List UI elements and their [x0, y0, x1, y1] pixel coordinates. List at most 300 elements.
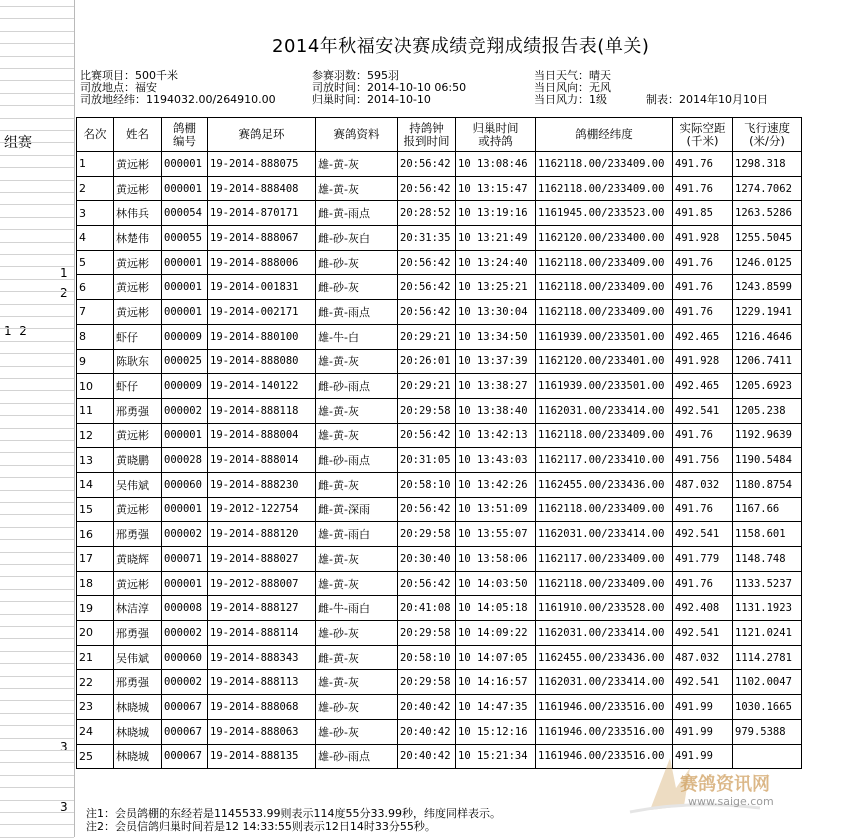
- table-cell: 10 13:43:03: [456, 448, 536, 473]
- table-cell: 雄-黄-灰: [316, 152, 398, 177]
- table-cell: 491.76: [673, 423, 733, 448]
- gutter-gridline: [0, 180, 74, 181]
- gutter-gridline: [0, 105, 74, 106]
- gutter-gridline: [0, 564, 74, 565]
- table-cell: 10 13:25:21: [456, 275, 536, 300]
- group-number: 1: [60, 266, 68, 280]
- table-cell: 1030.1665: [733, 695, 802, 720]
- table-cell: 虾仔: [114, 324, 162, 349]
- table-cell: 10 13:15:47: [456, 176, 536, 201]
- group-number: 3: [60, 740, 68, 754]
- table-cell: 邢勇强: [114, 522, 162, 547]
- table-cell: 黄远彬: [114, 423, 162, 448]
- table-cell: 000009: [162, 374, 208, 399]
- table-cell: 1162455.00/233436.00: [536, 645, 673, 670]
- table-cell: 10 13:42:26: [456, 472, 536, 497]
- table-cell: 1114.2781: [733, 645, 802, 670]
- table-cell: 000060: [162, 472, 208, 497]
- gutter-gridline: [0, 589, 74, 590]
- gutter-gridline: [0, 787, 74, 788]
- table-cell: 黄远彬: [114, 176, 162, 201]
- table-cell: 1: [77, 152, 114, 177]
- table-cell: 雌-砂-雨点: [316, 374, 398, 399]
- table-cell: 492.408: [673, 596, 733, 621]
- table-cell: 1206.7411: [733, 349, 802, 374]
- table-cell: 1161945.00/233523.00: [536, 201, 673, 226]
- table-cell: 邢勇强: [114, 621, 162, 646]
- table-cell: 492.541: [673, 670, 733, 695]
- table-cell: 1161946.00/233516.00: [536, 695, 673, 720]
- table-cell: 16: [77, 522, 114, 547]
- table-cell: 吴伟斌: [114, 645, 162, 670]
- gutter-gridline: [0, 477, 74, 478]
- table-cell: 3: [77, 201, 114, 226]
- table-cell: 491.85: [673, 201, 733, 226]
- table-cell: 1162118.00/233409.00: [536, 152, 673, 177]
- table-cell: 19-2014-140122: [208, 374, 316, 399]
- table-cell: 7: [77, 300, 114, 325]
- table-cell: 000009: [162, 324, 208, 349]
- table-cell: 000001: [162, 275, 208, 300]
- table-cell: 19-2014-888343: [208, 645, 316, 670]
- table-cell: 491.76: [673, 571, 733, 596]
- table-cell: 1162455.00/233436.00: [536, 472, 673, 497]
- gutter-gridline: [0, 304, 74, 305]
- table-cell: 1190.5484: [733, 448, 802, 473]
- table-cell: 1161946.00/233516.00: [536, 719, 673, 744]
- table-cell: 虾仔: [114, 374, 162, 399]
- table-cell: 000001: [162, 300, 208, 325]
- gutter-gridline: [0, 688, 74, 689]
- table-cell: 000067: [162, 695, 208, 720]
- table-cell: 林洁淳: [114, 596, 162, 621]
- table-cell: 10 13:37:39: [456, 349, 536, 374]
- table-cell: 黄晓鹏: [114, 448, 162, 473]
- gutter-gridline: [0, 366, 74, 367]
- table-cell: 19-2014-888127: [208, 596, 316, 621]
- table-cell: 雄-黄-灰: [316, 398, 398, 423]
- table-row: [77, 596, 802, 621]
- gutter-gridline: [0, 601, 74, 602]
- gutter-gridline: [0, 750, 74, 751]
- column-header: 鸽棚 编号: [162, 118, 208, 152]
- table-cell: 黄远彬: [114, 250, 162, 275]
- gutter-gridline: [0, 192, 74, 193]
- gutter-gridline: [0, 638, 74, 639]
- table-cell: 雌-砂-雨点: [316, 448, 398, 473]
- table-cell: 492.541: [673, 398, 733, 423]
- table-cell: 陈耿东: [114, 349, 162, 374]
- table-cell: 10 13:19:16: [456, 201, 536, 226]
- table-cell: 雌-黄-灰: [316, 645, 398, 670]
- gutter-gridline: [0, 378, 74, 379]
- gutter-gridline: [0, 725, 74, 726]
- table-cell: 1162118.00/233409.00: [536, 423, 673, 448]
- gutter-gridline: [0, 217, 74, 218]
- table-cell: 1243.8599: [733, 275, 802, 300]
- table-cell: 1161939.00/233501.00: [536, 374, 673, 399]
- table-cell: 黄远彬: [114, 497, 162, 522]
- table-cell: 19-2014-888068: [208, 695, 316, 720]
- table-row: [77, 621, 802, 646]
- table-cell: 雌-黄-雨点: [316, 300, 398, 325]
- table-cell: 黄远彬: [114, 300, 162, 325]
- results-table: [76, 117, 802, 769]
- gutter-gridline: [0, 452, 74, 453]
- table-cell: 19-2014-888114: [208, 621, 316, 646]
- column-header: 鸽棚经纬度: [536, 118, 673, 152]
- gutter-gridline: [0, 440, 74, 441]
- table-cell: 19-2014-888080: [208, 349, 316, 374]
- table-cell: 黄晓辉: [114, 547, 162, 572]
- column-header: 名次: [77, 118, 114, 152]
- table-cell: 1162118.00/233409.00: [536, 250, 673, 275]
- column-header: 飞行速度 (米/分): [733, 118, 802, 152]
- release-time: 司放时间：2014-10-10 06:50: [312, 81, 467, 94]
- table-cell: 1162118.00/233409.00: [536, 571, 673, 596]
- table-cell: 林晓城: [114, 695, 162, 720]
- gutter-gridline: [0, 812, 74, 813]
- gutter-gridline: [0, 291, 74, 292]
- gutter-gridline: [0, 663, 74, 664]
- group-label: 组赛: [4, 135, 32, 151]
- table-cell: 20:58:10: [398, 645, 456, 670]
- table-cell: 487.032: [673, 645, 733, 670]
- table-cell: 雄-黄-雨白: [316, 522, 398, 547]
- table-cell: 000001: [162, 176, 208, 201]
- table-cell: 10 14:47:35: [456, 695, 536, 720]
- table-cell: 000008: [162, 596, 208, 621]
- table-cell: 10 13:34:50: [456, 324, 536, 349]
- gutter-gridline: [0, 614, 74, 615]
- gutter-gridline: [0, 266, 74, 267]
- table-cell: 19-2014-888004: [208, 423, 316, 448]
- table-cell: 1274.7062: [733, 176, 802, 201]
- table-cell: 1161910.00/233528.00: [536, 596, 673, 621]
- gutter-gridline: [0, 514, 74, 515]
- table-row: [77, 275, 802, 300]
- weather: 当日天气：晴天: [534, 69, 611, 82]
- gutter-gridline: [0, 527, 74, 528]
- table-cell: 20:56:42: [398, 176, 456, 201]
- table-cell: 491.99: [673, 695, 733, 720]
- table-cell: 雌-砂-灰: [316, 275, 398, 300]
- table-cell: 000067: [162, 719, 208, 744]
- table-cell: 林晓城: [114, 744, 162, 769]
- table-cell: 黄远彬: [114, 152, 162, 177]
- table-cell: 1162118.00/233409.00: [536, 300, 673, 325]
- release-coordinates: 司放地经纬：1194032.00/264910.00: [80, 93, 276, 106]
- table-cell: 492.465: [673, 324, 733, 349]
- table-cell: 1205.238: [733, 398, 802, 423]
- table-cell: 1162118.00/233409.00: [536, 497, 673, 522]
- table-cell: 1131.1923: [733, 596, 802, 621]
- table-row: [77, 349, 802, 374]
- table-cell: 10 13:08:46: [456, 152, 536, 177]
- table-cell: 000001: [162, 423, 208, 448]
- table-row: [77, 695, 802, 720]
- table-cell: 19-2014-888027: [208, 547, 316, 572]
- table-cell: 20:56:42: [398, 571, 456, 596]
- gutter-gridline: [0, 43, 74, 44]
- table-cell: 21: [77, 645, 114, 670]
- table-cell: 19-2014-888006: [208, 250, 316, 275]
- table-cell: 林晓城: [114, 719, 162, 744]
- footnotes: [86, 807, 501, 833]
- table-row: [77, 670, 802, 695]
- wind-force: 当日风力：1级: [534, 93, 607, 106]
- table-cell: 1161946.00/233516.00: [536, 744, 673, 769]
- return-time: 归巢时间：2014-10-10: [312, 93, 431, 106]
- column-header: 赛鸽足环: [208, 118, 316, 152]
- gutter-gridline: [0, 762, 74, 763]
- table-cell: 1162118.00/233409.00: [536, 176, 673, 201]
- table-cell: 19-2014-888408: [208, 176, 316, 201]
- table-cell: 5: [77, 250, 114, 275]
- table-cell: 20:40:42: [398, 744, 456, 769]
- table-cell: 491.76: [673, 300, 733, 325]
- row-gutter: [0, 0, 75, 837]
- gutter-gridline: [0, 68, 74, 69]
- table-cell: 12: [77, 423, 114, 448]
- gutter-gridline: [0, 279, 74, 280]
- table-cell: 000002: [162, 522, 208, 547]
- table-cell: 1229.1941: [733, 300, 802, 325]
- table-cell: 000067: [162, 744, 208, 769]
- table-cell: 000071: [162, 547, 208, 572]
- table-cell: 19-2014-001831: [208, 275, 316, 300]
- table-cell: 雄-黄-灰: [316, 670, 398, 695]
- table-cell: 000001: [162, 250, 208, 275]
- table-cell: 23: [77, 695, 114, 720]
- table-cell: 491.99: [673, 744, 733, 769]
- gutter-gridline: [0, 341, 74, 342]
- table-cell: 20:56:42: [398, 152, 456, 177]
- gutter-gridline: [0, 824, 74, 825]
- table-cell: 雄-黄-灰: [316, 349, 398, 374]
- table-cell: 10 13:58:06: [456, 547, 536, 572]
- gutter-gridline: [0, 626, 74, 627]
- table-row: [77, 448, 802, 473]
- table-row: [77, 176, 802, 201]
- table-cell: 19-2014-870171: [208, 201, 316, 226]
- table-cell: 19-2014-888067: [208, 226, 316, 251]
- table-cell: 20:40:42: [398, 695, 456, 720]
- table-cell: 10 13:51:09: [456, 497, 536, 522]
- gutter-gridline: [0, 56, 74, 57]
- wind-direction: 当日风向：无风: [534, 81, 611, 94]
- table-cell: 雄-黄-灰: [316, 571, 398, 596]
- table-cell: 000054: [162, 201, 208, 226]
- table-cell: 10 13:42:13: [456, 423, 536, 448]
- table-cell: 491.76: [673, 275, 733, 300]
- table-cell: 邢勇强: [114, 670, 162, 695]
- table-cell: 雌-黄-灰: [316, 472, 398, 497]
- table-row: [77, 423, 802, 448]
- gutter-gridline: [0, 142, 74, 143]
- group-number: 3: [60, 800, 68, 814]
- gutter-gridline: [0, 713, 74, 714]
- gutter-gridline: [0, 700, 74, 701]
- group-number: 2: [60, 286, 68, 300]
- release-location: 司放地点：福安: [80, 81, 157, 94]
- table-cell: 20:41:08: [398, 596, 456, 621]
- table-cell: 10: [77, 374, 114, 399]
- table-cell: 19-2014-880100: [208, 324, 316, 349]
- table-cell: 19-2014-888113: [208, 670, 316, 695]
- table-cell: 20:31:05: [398, 448, 456, 473]
- table-cell: 20:29:58: [398, 398, 456, 423]
- table-cell: 20:29:21: [398, 324, 456, 349]
- gutter-gridline: [0, 80, 74, 81]
- table-cell: 1298.318: [733, 152, 802, 177]
- table-cell: 1162031.00/233414.00: [536, 621, 673, 646]
- gutter-gridline: [0, 130, 74, 131]
- table-cell: 000055: [162, 226, 208, 251]
- table-row: [77, 571, 802, 596]
- table-cell: 1121.0241: [733, 621, 802, 646]
- watermark-url: www.saige.com: [688, 795, 774, 808]
- table-cell: 20:26:01: [398, 349, 456, 374]
- table-row: [77, 719, 802, 744]
- table-cell: 491.928: [673, 349, 733, 374]
- gutter-gridline: [0, 167, 74, 168]
- race-info-column-3: [534, 70, 611, 106]
- table-cell: 22: [77, 670, 114, 695]
- table-cell: 1192.9639: [733, 423, 802, 448]
- gutter-gridline: [0, 738, 74, 739]
- column-header: 姓名: [114, 118, 162, 152]
- table-cell: 6: [77, 275, 114, 300]
- table-row: [77, 300, 802, 325]
- table-cell: 19-2014-888014: [208, 448, 316, 473]
- entry-count: 参赛羽数：595羽: [312, 69, 399, 82]
- table-cell: 1246.0125: [733, 250, 802, 275]
- table-cell: 1162120.00/233401.00: [536, 349, 673, 374]
- table-cell: 19-2014-888075: [208, 152, 316, 177]
- gutter-gridline: [0, 353, 74, 354]
- gutter-gridline: [0, 490, 74, 491]
- table-cell: 000002: [162, 398, 208, 423]
- table-cell: 11: [77, 398, 114, 423]
- table-cell: 雄-黄-灰: [316, 176, 398, 201]
- table-cell: 491.76: [673, 497, 733, 522]
- table-cell: 黄远彬: [114, 275, 162, 300]
- table-cell: 1162031.00/233414.00: [536, 670, 673, 695]
- gutter-gridline: [0, 328, 74, 329]
- gutter-gridline: [0, 403, 74, 404]
- table-row: [77, 497, 802, 522]
- table-cell: 491.76: [673, 250, 733, 275]
- table-cell: 10 14:07:05: [456, 645, 536, 670]
- table-cell: 雌-牛-雨白: [316, 596, 398, 621]
- table-cell: 1162117.00/233409.00: [536, 547, 673, 572]
- gutter-gridline: [0, 775, 74, 776]
- table-row: [77, 472, 802, 497]
- gutter-gridline: [0, 428, 74, 429]
- table-cell: 1162031.00/233414.00: [536, 522, 673, 547]
- gutter-gridline: [0, 552, 74, 553]
- table-cell: 20:29:21: [398, 374, 456, 399]
- table-cell: 491.928: [673, 226, 733, 251]
- table-cell: 雄-黄-灰: [316, 547, 398, 572]
- table-row: [77, 226, 802, 251]
- table-cell: 20:56:42: [398, 300, 456, 325]
- table-cell: 000001: [162, 497, 208, 522]
- gutter-gridline: [0, 316, 74, 317]
- table-header-row: [77, 118, 802, 152]
- watermark-text: 赛鸽资讯网: [680, 774, 770, 795]
- table-cell: 雄-砂-雨点: [316, 744, 398, 769]
- table-cell: 20:58:10: [398, 472, 456, 497]
- table-cell: 1102.0047: [733, 670, 802, 695]
- gutter-gridline: [0, 465, 74, 466]
- table-cell: 10 14:09:22: [456, 621, 536, 646]
- gutter-gridline: [0, 93, 74, 94]
- group-number: 1 2: [4, 324, 27, 338]
- table-cell: 1216.4646: [733, 324, 802, 349]
- table-cell: 1205.6923: [733, 374, 802, 399]
- table-cell: 1162120.00/233400.00: [536, 226, 673, 251]
- table-cell: 979.5388: [733, 719, 802, 744]
- table-cell: 000060: [162, 645, 208, 670]
- race-item: 比赛项目：500千米: [80, 69, 178, 82]
- table-cell: 雄-砂-灰: [316, 719, 398, 744]
- table-cell: 20:31:35: [398, 226, 456, 251]
- table-cell: 雌-砂-灰白: [316, 226, 398, 251]
- table-cell: 14: [77, 472, 114, 497]
- table-cell: 19-2014-002171: [208, 300, 316, 325]
- table-cell: 19-2014-888135: [208, 744, 316, 769]
- table-cell: 10 13:21:49: [456, 226, 536, 251]
- table-cell: 雄-黄-灰: [316, 423, 398, 448]
- column-header: 实际空距 (千米): [673, 118, 733, 152]
- table-cell: 000025: [162, 349, 208, 374]
- table-cell: 491.76: [673, 176, 733, 201]
- table-cell: 20:56:42: [398, 497, 456, 522]
- table-cell: 10 14:16:57: [456, 670, 536, 695]
- gutter-gridline: [0, 204, 74, 205]
- table-row: [77, 547, 802, 572]
- table-row: [77, 374, 802, 399]
- table-cell: 1167.66: [733, 497, 802, 522]
- table-cell: 19-2014-888063: [208, 719, 316, 744]
- gutter-gridline: [0, 539, 74, 540]
- footnote: 注1：会员鸽棚的东经若是1145533.99则表示114度55分33.99秒，纬度同样表示。: [86, 807, 501, 820]
- table-cell: 492.541: [673, 522, 733, 547]
- table-row: [77, 645, 802, 670]
- table-cell: 雌-砂-灰: [316, 250, 398, 275]
- table-row: [77, 522, 802, 547]
- gutter-gridline: [0, 155, 74, 156]
- table-cell: 10 13:30:04: [456, 300, 536, 325]
- table-row: [77, 324, 802, 349]
- table-cell: 10 13:55:07: [456, 522, 536, 547]
- table-cell: 2: [77, 176, 114, 201]
- table-cell: 8: [77, 324, 114, 349]
- table-cell: 19-2012-122754: [208, 497, 316, 522]
- table-cell: 20:28:52: [398, 201, 456, 226]
- table-cell: 19: [77, 596, 114, 621]
- table-cell: 1158.601: [733, 522, 802, 547]
- table-cell: 491.99: [673, 719, 733, 744]
- table-row: [77, 201, 802, 226]
- table-cell: 20:29:58: [398, 522, 456, 547]
- table-cell: 20:40:42: [398, 719, 456, 744]
- table-cell: 24: [77, 719, 114, 744]
- table-cell: 15: [77, 497, 114, 522]
- table-cell: 13: [77, 448, 114, 473]
